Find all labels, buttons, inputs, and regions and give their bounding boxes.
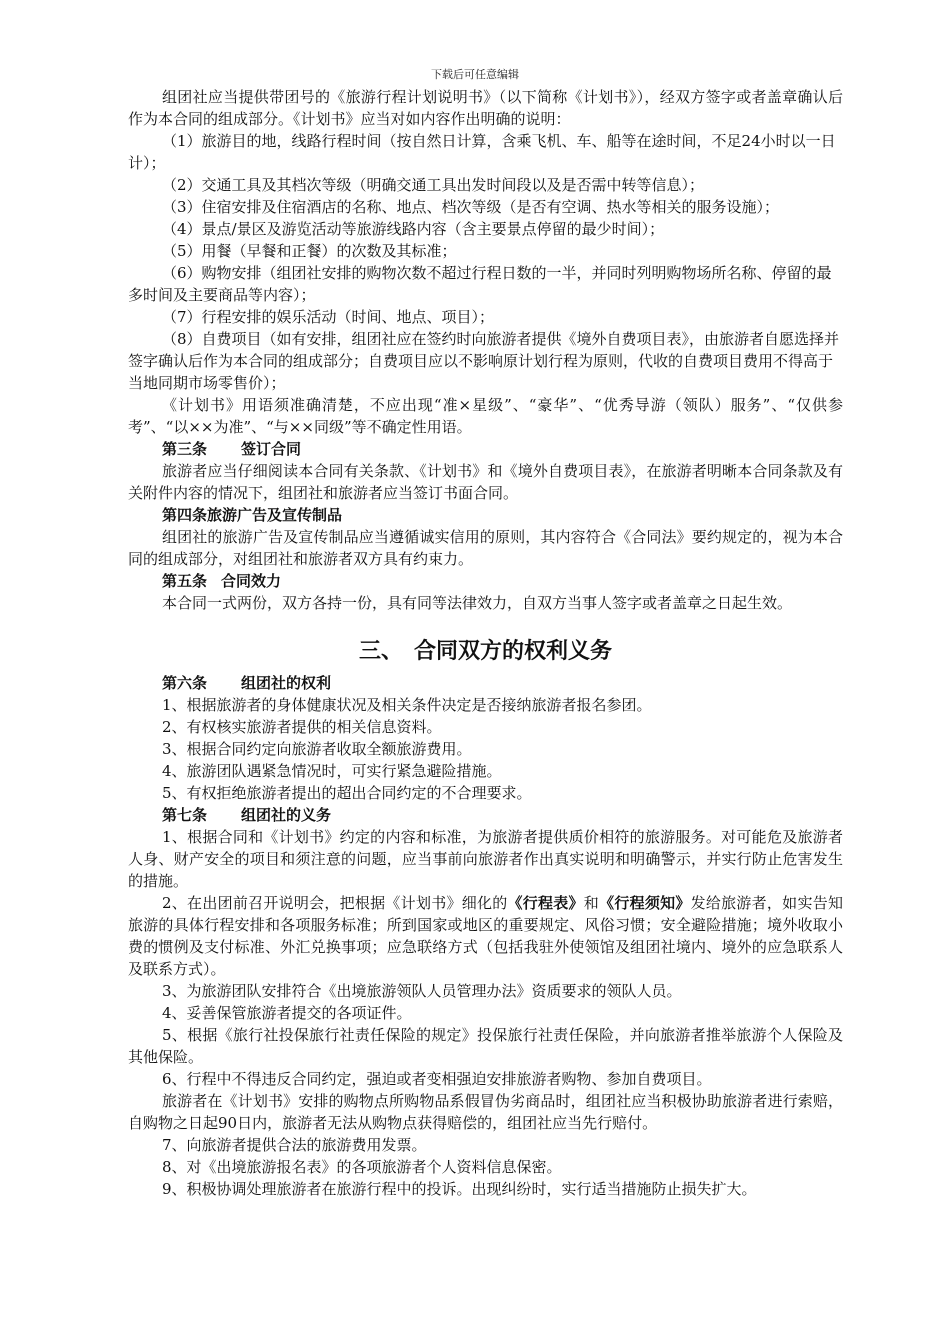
article-7-item-6: 6、行程中不得违反合同约定，强迫或者变相强迫安排旅游者购物、参加自费项目。	[162, 1070, 712, 1088]
article-6-item-5: 5、有权拒绝旅游者提出的超出合同约定的不合理要求。	[162, 784, 532, 802]
article-4-text: 组团社的旅游广告及宣传制品应当遵循诚实信用的原则，其内容符合《合同法》要约规定的，视为本合同的组成部分，对组团社和旅游者双方具有约束力。	[128, 528, 843, 568]
chapter-3-title: 三、 合同双方的权利义务	[358, 639, 612, 664]
article-5-text: 本合同一式两份，双方各持一份，具有同等法律效力，自双方当事人签字或者盖章之日起生效。	[162, 594, 793, 612]
article-7-item-2-part-d: 发给旅游者，如实告知旅游的具体行程安排和各项服务标准；所到国家或地区的重要规定、风俗习惯；安全避险措施；境外收取小费的惯例及支付标准、外汇兑换事项；应急联络方式（包括我驻外使领馆及组团社境内、境外的应急联系人及联系方式）。	[128, 894, 843, 978]
plan-item-2: （2）交通工具及其档次等级（明确交通工具出发时间段以及是否需中转等信息）；	[162, 176, 705, 194]
article-6-number: 第六条	[162, 674, 208, 692]
article-3-number: 第三条	[162, 440, 208, 458]
article-6-item-4: 4、旅游团队遇紧急情况时，可实行紧急避险措施。	[162, 762, 502, 780]
intro-paragraph: 组团社应当提供带团号的《旅游行程计划说明书》（以下简称《计划书》），经双方签字或者盖章确认后作为本合同的组成部分。《计划书》应当对如内容作出明确的说明：	[128, 88, 843, 128]
article-7-item-5: 5、根据《旅行社投保旅行社责任保险的规定》投保旅行社责任保险，并向旅游者推举旅游个人保险及其他保险。	[128, 1026, 843, 1066]
article-7-item-2-part-a: 2、在出团前召开说明会，把根据《计划书》细化的	[162, 894, 508, 912]
plan-wording-paragraph: 《计划书》用语须准确清楚，不应出现“准×星级”、“豪华”、“优秀导游（领队）服务”、“仅供参考”、“以××为准”、“与××同级”等不确定性用语。	[128, 396, 843, 436]
plan-item-8: （8）自费项目（如有安排，组团社应在签约时向旅游者提供《境外自费项目表》，由旅游者自愿选择并签字确认后作为本合同的组成部分；自费项目应以不影响原计划行程为原则，代收的自费项目费用不得高于当地同期市场零售价）；	[128, 330, 840, 392]
plan-item-1: （1）旅游目的地，线路行程时间（按自然日计算，含乘飞机、车、船等在途时间，不足24小时以一日计）；	[128, 132, 836, 172]
plan-item-5: （5）用餐（早餐和正餐）的次数及其标准；	[162, 242, 457, 260]
plan-item-7: （7）行程安排的娱乐活动（时间、地点、项目）；	[162, 308, 495, 326]
article-3-heading	[128, 438, 843, 460]
article-3-text: 旅游者应当仔细阅读本合同有关条款、《计划书》和《境外自费项目表》，在旅游者明晰本合同条款及有关附件内容的情况下，组团社和旅游者应当签订书面合同。	[128, 462, 843, 502]
article-6-title: 组团社的权利	[241, 674, 332, 692]
page-header: 下载后可任意编辑	[431, 68, 519, 81]
plan-item-3: （3）住宿安排及住宿酒店的名称、地点、档次等级（是否有空调、热水等相关的服务设施）；	[162, 198, 780, 216]
article-4-heading: 第四条旅游广告及宣传制品	[162, 506, 343, 524]
article-6-item-1: 1、根据旅游者的身体健康状况及相关条件决定是否接纳旅游者报名参团。	[162, 696, 652, 714]
article-5-number: 第五条	[162, 572, 208, 590]
article-5-heading	[128, 570, 843, 592]
article-5-title: 合同效力	[221, 572, 282, 590]
document-body	[128, 86, 843, 1200]
article-7-item-1: 1、根据合同和《计划书》约定的内容和标准，为旅游者提供质价相符的旅游服务。对可能危及旅游者人身、财产安全的项目和须注意的问题，应当事前向旅游者作出真实说明和明确警示，并实行防止危害发生的措施。	[128, 828, 843, 890]
article-7-item-3: 3、为旅游团队安排符合《出境旅游领队人员管理办法》资质要求的领队人员。	[162, 982, 682, 1000]
article-7-item-2-part-c: 和	[583, 894, 600, 912]
itinerary-notes-title: 《行程须知》	[599, 894, 691, 912]
article-7-item-2	[128, 892, 843, 980]
article-3-title: 签订合同	[241, 440, 302, 458]
plan-item-4: （4）景点/景区及游览活动等旅游线路内容（含主要景点停留的最少时间）；	[162, 220, 665, 238]
article-7-number: 第七条	[162, 806, 208, 824]
article-6-item-3: 3、根据合同约定向旅游者收取全额旅游费用。	[162, 740, 472, 758]
itinerary-doc-title: 《行程表》	[507, 894, 584, 912]
article-7-item-8: 8、对《出境旅游报名表》的各项旅游者个人资料信息保密。	[162, 1158, 562, 1176]
plan-item-6: （6）购物安排（组团社安排的购物次数不超过行程日数的一半，并同时列明购物场所名称、停留的最多时间及主要商品等内容）；	[128, 264, 832, 304]
article-7-heading	[128, 804, 843, 826]
article-7-title: 组团社的义务	[241, 806, 332, 824]
article-7-item-6-note: 旅游者在《计划书》安排的购物点所购物品系假冒伪劣商品时，组团社应当积极协助旅游者进行索赔，自购物之日起90日内，旅游者无法从购物点获得赔偿的，组团社应当先行赔付。	[128, 1092, 843, 1132]
article-7-item-7: 7、向旅游者提供合法的旅游费用发票。	[162, 1136, 427, 1154]
article-6-heading	[128, 672, 843, 694]
article-7-item-9: 9、积极协调处理旅游者在旅游行程中的投诉。出现纠纷时，实行适当措施防止损失扩大。	[162, 1180, 757, 1198]
article-7-item-4: 4、妥善保管旅游者提交的各项证件。	[162, 1004, 412, 1022]
article-6-item-2: 2、有权核实旅游者提供的相关信息资料。	[162, 718, 442, 736]
